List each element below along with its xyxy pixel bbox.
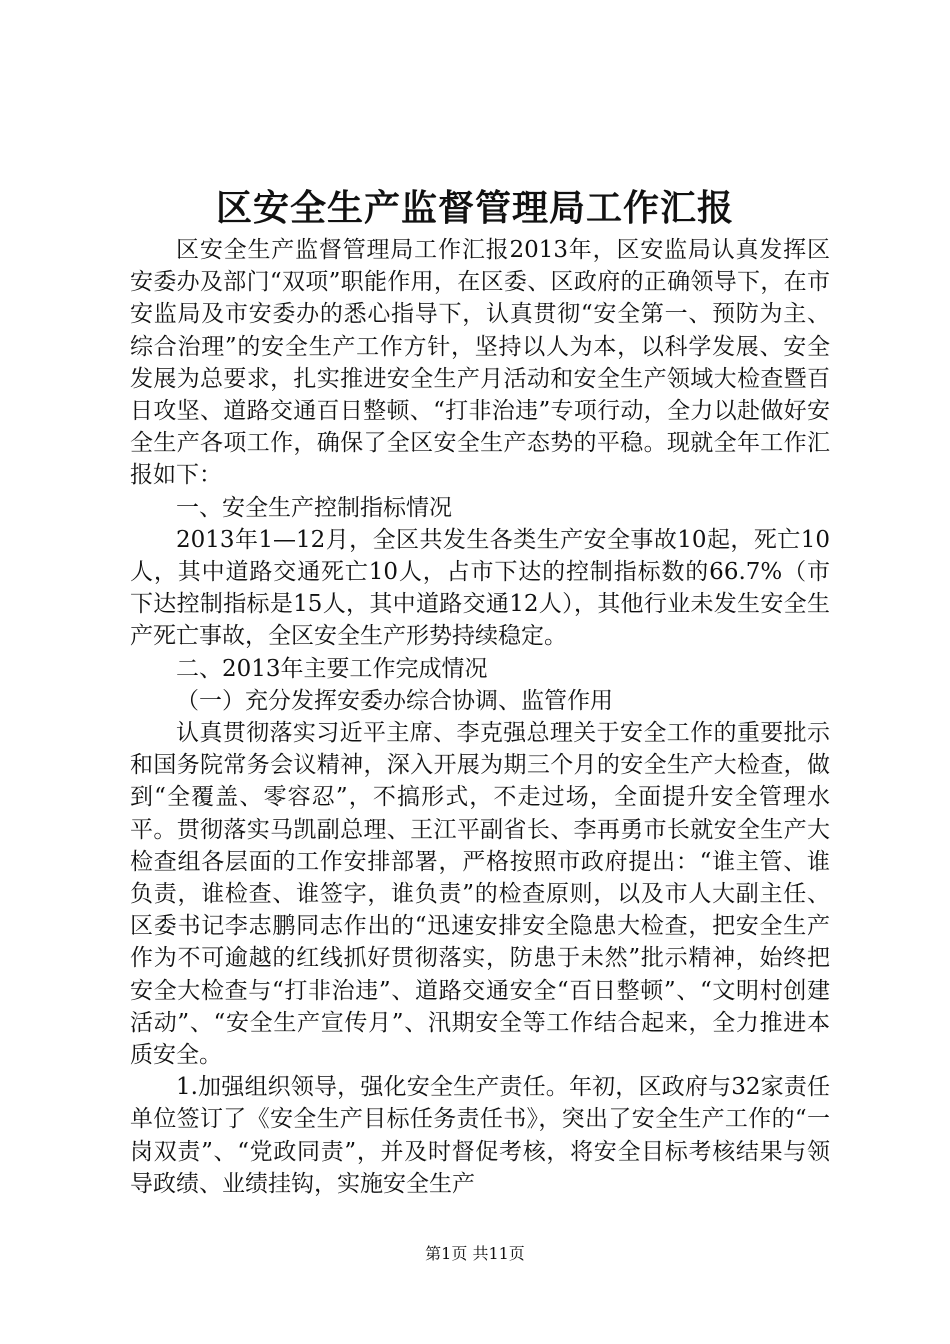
paragraph-intro: 区安全生产监督管理局工作汇报2013年，区安监局认真发挥区安委办及部门“双项”职能作用，在区委、区政府的正确领导下，在市安监局及市安委办的悉心指导下，认真贯彻“安全第一、预防为主、综合治理”的安全生产工作方针，坚持以人为本，以科学发展、安全发展为总要求，扎实推进安全生产月活动和安全生产领域大检查暨百日攻坚、道路交通百日整顿、“打非治违”专项行动，全力以赴做好安全生产各项工作，确保了全区安全生产态势的平稳。现就全年工作汇报如下： — [130, 237, 830, 489]
document-title: 区安全生产监督管理局工作汇报 — [215, 187, 734, 229]
heading-subsection-1: （一）充分发挥安委办综合协调、监管作用 — [176, 687, 613, 714]
heading-section-1: 一、安全生产控制指标情况 — [176, 494, 452, 521]
heading-section-2: 二、2013年主要工作完成情况 — [176, 655, 488, 682]
paragraph-item-1: 1.加强组织领导，强化安全生产责任。年初，区政府与32家责任单位签订了《安全生产目标任务责任书》，突出了安全生产工作的“一岗双责”、“党政同责”，并及时督促考核，将安全目标考核结果与领导政绩、业绩挂钩，实施安全生产 — [130, 1074, 830, 1197]
page-number: 第1页 共11页 — [425, 1244, 525, 1263]
paragraph-indicators: 2013年1—12月，全区共发生各类生产安全事故10起，死亡10人，其中道路交通死亡10人，占市下达的控制指标数的66.7%（市下达控制指标是15人，其中道路交通12人），其他行业未发生安全生产死亡事故，全区安全生产形势持续稳定。 — [130, 526, 830, 650]
paragraph-coordination: 认真贯彻落实习近平主席、李克强总理关于安全工作的重要批示和国务院常务会议精神，深入开展为期三个月的安全生产大检查，做到“全覆盖、零容忍”，不搞形式，不走过场，全面提升安全管理水平。贯彻落实马凯副总理、王江平副省长、李再勇市长就安全生产大检查组各层面的工作安排部署，严格按照市政府提出：“谁主管、谁负责，谁检查、谁签字，谁负责”的检查原则，以及市人大副主任、区委书记李志鹏同志作出的“迅速安排安全隐患大检查，把安全生产作为不可逾越的红线抓好贯彻落实，防患于未然”批示精神，始终把安全大检查与“打非治违”、道路交通安全“百日整顿”、“文明村创建活动”、“安全生产宣传月”、汛期安全等工作结合起来，全力推进本质安全。 — [130, 720, 830, 1069]
document-body — [130, 234, 830, 1200]
